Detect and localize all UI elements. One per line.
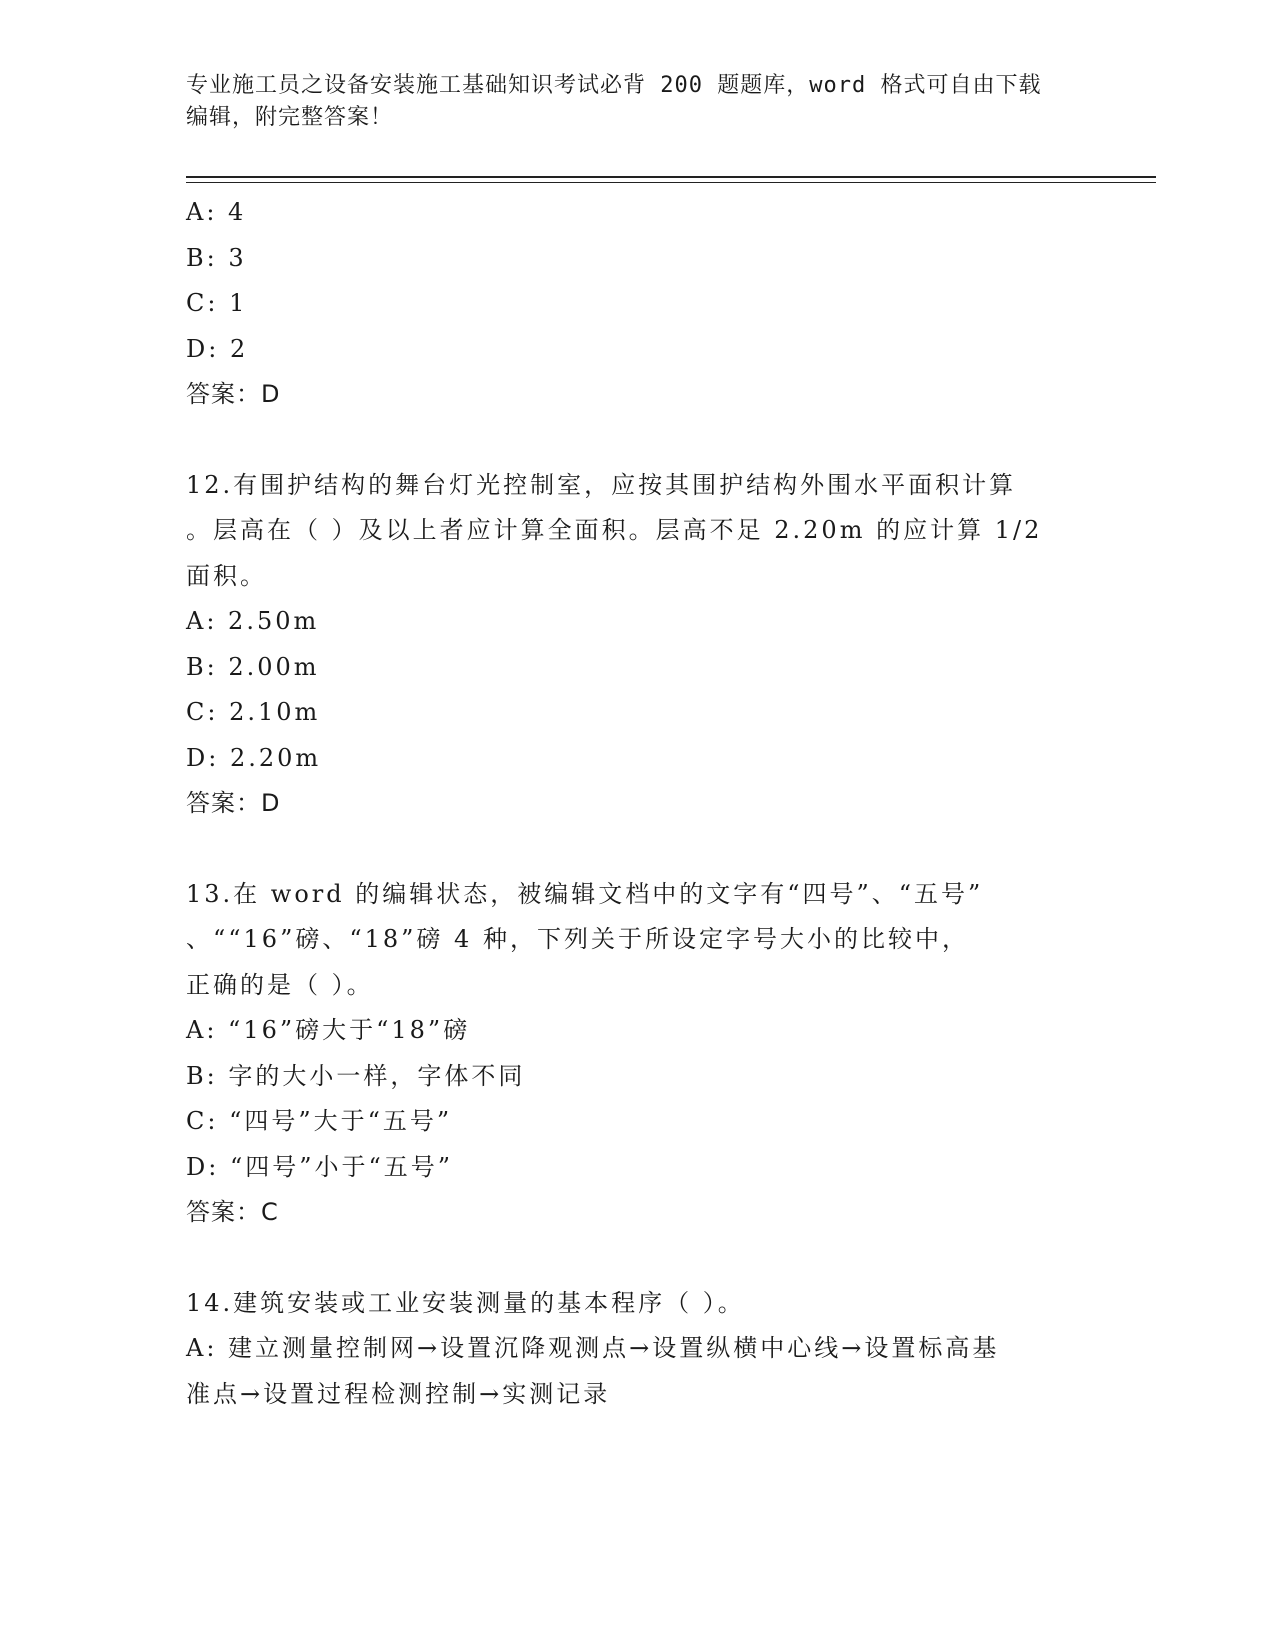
option-a: A: 建立测量控制网→设置沉降观测点→设置纵横中心线→设置标高基 bbox=[186, 1334, 1000, 1362]
option-b: B: 字的大小一样，字体不同 bbox=[186, 1061, 526, 1090]
answer: 答案：C bbox=[186, 1198, 279, 1226]
header-rule-thin bbox=[186, 182, 1156, 183]
header-title-line1: 专业施工员之设备安装施工基础知识考试必背 200 题题库，word 格式可自由下载 bbox=[186, 73, 1042, 98]
option-d: D: “四号”小于“五号” bbox=[186, 1152, 454, 1181]
question-text-line: 13.在 word 的编辑状态，被编辑文档中的文字有“四号”、“五号” bbox=[186, 879, 984, 908]
option-b: B: 2.00m bbox=[186, 652, 320, 681]
question-text-line: 面积。 bbox=[186, 561, 267, 590]
question-text-line: 。层高在（ ）及以上者应计算全面积。层高不足 2.20m 的应计算 1/2 bbox=[186, 516, 1043, 544]
question-text-line: 正确的是（ ）。 bbox=[186, 970, 374, 999]
question-13 bbox=[186, 872, 1086, 1236]
option-a: A: 2.50m bbox=[186, 607, 320, 635]
answer: 答案：D bbox=[186, 380, 281, 408]
option-a-continued: 准点→设置过程检测控制→实测记录 bbox=[186, 1379, 611, 1408]
document-body bbox=[186, 190, 1086, 1417]
option-c: C: 2.10m bbox=[186, 698, 321, 726]
option-a: A: “16”磅大于“18”磅 bbox=[186, 1016, 471, 1044]
option-a: A: 4 bbox=[186, 198, 247, 226]
spacer bbox=[186, 418, 1086, 463]
question-12 bbox=[186, 463, 1086, 827]
option-d: D: 2.20m bbox=[186, 743, 322, 772]
question-text-line: 、““16”磅、“18”磅 4 种，下列关于所设定字号大小的比较中， bbox=[186, 925, 969, 953]
option-b: B: 3 bbox=[186, 243, 247, 272]
header-title-line2: 编辑，附完整答案！ bbox=[186, 105, 394, 130]
document-header bbox=[186, 70, 1066, 134]
question-11 bbox=[186, 190, 1086, 418]
spacer bbox=[186, 827, 1086, 872]
header-rule-thick bbox=[186, 176, 1156, 178]
answer: 答案：D bbox=[186, 789, 281, 817]
question-14 bbox=[186, 1281, 1086, 1418]
option-c: C: “四号”大于“五号” bbox=[186, 1107, 453, 1135]
spacer bbox=[186, 1236, 1086, 1281]
option-d: D: 2 bbox=[186, 334, 249, 363]
option-c: C: 1 bbox=[186, 289, 248, 317]
question-text-line: 12.有围护结构的舞台灯光控制室，应按其围护结构外围水平面积计算 bbox=[186, 470, 1017, 499]
question-text-line: 14.建筑安装或工业安装测量的基本程序（ ）。 bbox=[186, 1288, 745, 1317]
